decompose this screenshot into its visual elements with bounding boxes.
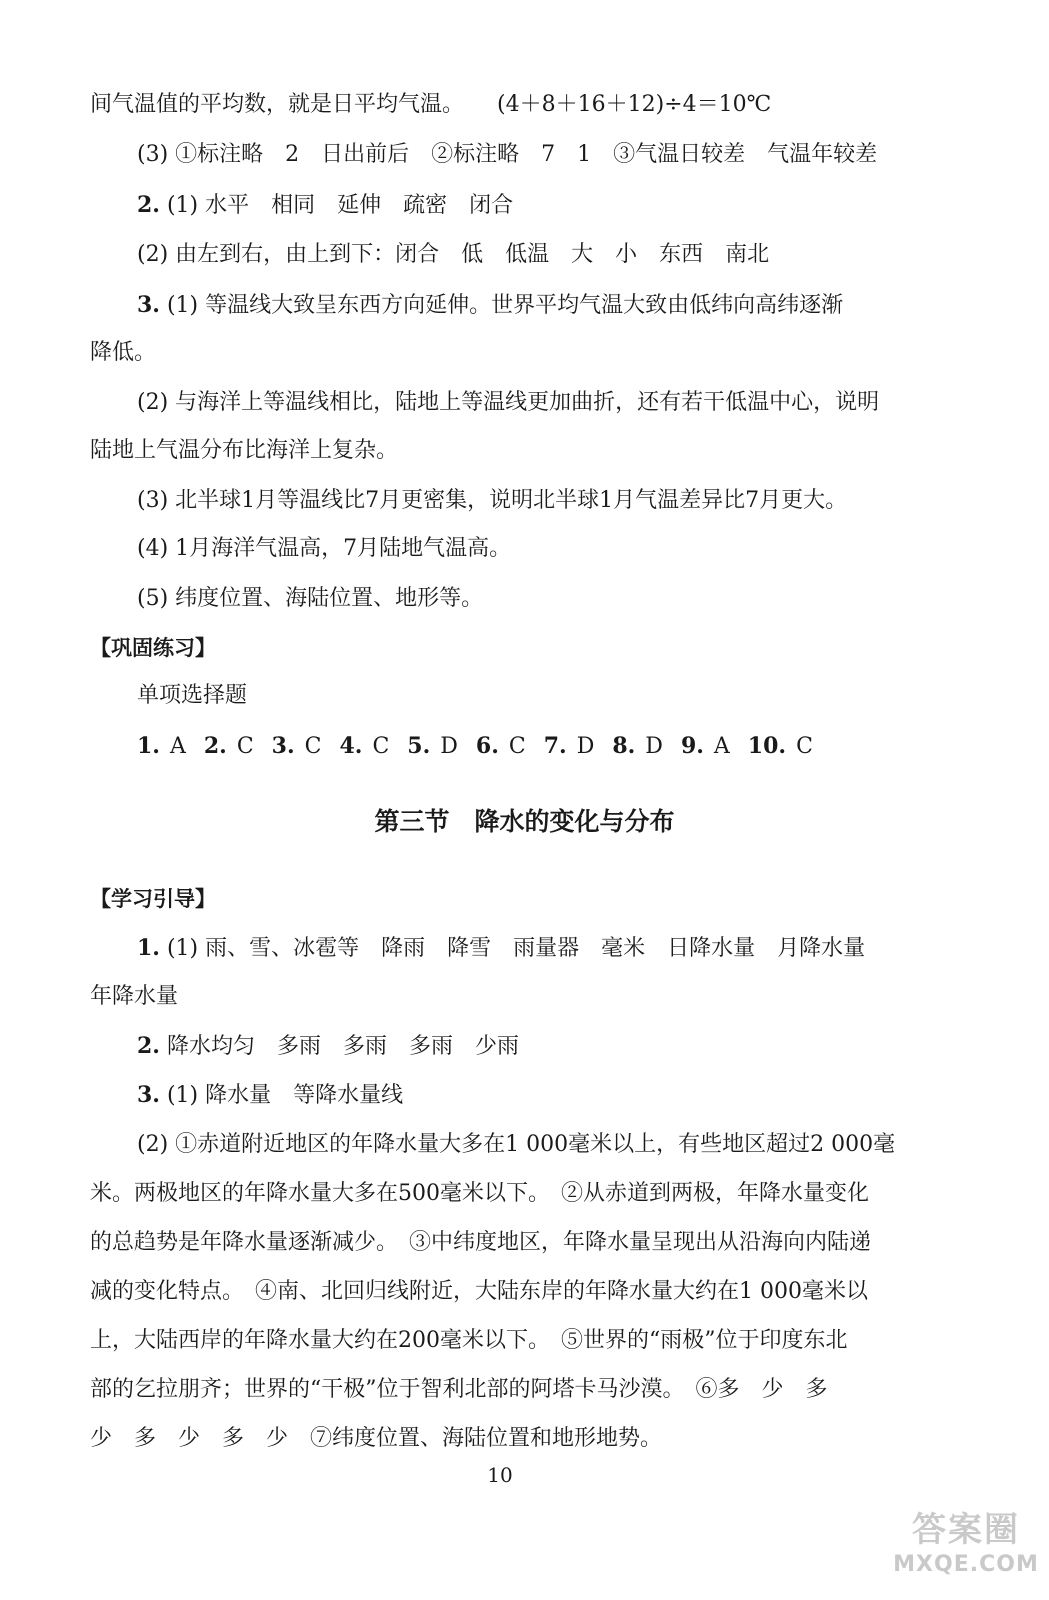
section-tag: 【巩固练习】 (90, 636, 216, 660)
answer-text: (1) 降水量 等降水量线 (159, 1083, 404, 1108)
text-line: (5) 纬度位置、海陆位置、地形等。 (137, 586, 484, 611)
text-line: 陆地上气温分布比海洋上复杂。 (90, 438, 399, 463)
question-number: 2. (137, 192, 160, 218)
answer-list (137, 731, 1007, 762)
watermark-seal: 答案圈 (912, 1510, 1020, 1550)
text-line (137, 290, 1007, 321)
answer-choice: C (508, 734, 526, 759)
question-number: 3. (137, 292, 160, 318)
answer-number: 8. (612, 733, 636, 759)
text-line: 年降水量 (90, 984, 179, 1009)
answer-number: 7. (543, 733, 567, 759)
answer-text: (1) 雨、雪、冰雹等 降雨 降雪 雨量器 毫米 日降水量 月降水量 (159, 936, 866, 961)
text-line (137, 1080, 1007, 1111)
text-line: (3) ①标注略 2 日出前后 ②标注略 7 1 ③气温日较差 气温年较差 (137, 142, 878, 167)
text-line (137, 1031, 1007, 1062)
answer-choice: C (372, 734, 390, 759)
watermark-url: MXQE.COM (893, 1552, 1039, 1577)
question-number: 1. (137, 935, 160, 961)
section-tag: 【学习引导】 (90, 887, 216, 911)
answer-choice: A (169, 734, 186, 759)
question-number: 3. (137, 1082, 160, 1108)
question-number: 2. (137, 1033, 160, 1059)
answer-choice: D (440, 734, 458, 759)
text-line: 单项选择题 (137, 683, 248, 708)
answer-choice: D (645, 734, 663, 759)
answer-choice: C (796, 734, 813, 759)
text-line: (2) ①赤道附近地区的年降水量大多在1 000毫米以上，有些地区超过2 000毫 (137, 1132, 896, 1157)
text-line: (2) 与海洋上等温线相比，陆地上等温线更加曲折，还有若干低温中心，说明 (137, 390, 880, 415)
text-line: 间气温值的平均数，就是日平均气温。 (4＋8＋16＋12)÷4＝10℃ (90, 92, 772, 117)
text-line: 上，大陆西岸的年降水量大约在200毫米以下。 ⑤世界的“雨极”位于印度东北 (90, 1328, 848, 1353)
text-line: (3) 北半球1月等温线比7月更密集，说明北半球1月气温差异比7月更大。 (137, 488, 848, 513)
text-line: 减的变化特点。 ④南、北回归线附近，大陆东岸的年降水量大约在1 000毫米以 (90, 1279, 868, 1304)
answer-choice: D (576, 734, 595, 759)
answer-number: 1. (137, 733, 160, 759)
text-line (137, 933, 1007, 964)
answer-choice: C (304, 734, 322, 759)
text-line: 少 多 少 多 少 ⑦纬度位置、海陆位置和地形地势。 (90, 1426, 663, 1451)
answer-number: 4. (339, 733, 363, 759)
text-line: 米。两极地区的年降水量大多在500毫米以下。 ②从赤道到两极，年降水量变化 (90, 1181, 869, 1206)
text-line: (4) 1月海洋气温高，7月陆地气温高。 (137, 536, 512, 561)
page-number: 10 (487, 1463, 513, 1487)
text-line: 部的乞拉朋齐；世界的“干极”位于智利北部的阿塔卡马沙漠。 ⑥多 少 多 (90, 1377, 828, 1402)
answer-choice: C (236, 734, 254, 759)
answer-number: 10. (747, 733, 787, 759)
answer-text: (1) 等温线大致呈东西方向延伸。世界平均气温大致由低纬向高纬逐渐 (159, 293, 844, 318)
answer-number: 5. (407, 733, 431, 759)
answer-choice: A (713, 734, 730, 759)
watermark-logo (891, 1508, 1041, 1590)
text-line: 的总趋势是年降水量逐渐减少。 ③中纬度地区，年降水量呈现出从沿海向内陆递 (90, 1230, 872, 1255)
section-heading: 第三节 降水的变化与分布 (374, 807, 675, 836)
answer-text: 降水均匀 多雨 多雨 多雨 少雨 (159, 1034, 519, 1059)
text-line: (2) 由左到右，由上到下：闭合 低 低温 大 小 东西 南北 (137, 242, 770, 267)
answer-number: 6. (475, 733, 499, 759)
answer-number: 3. (271, 733, 295, 759)
answer-text: (1) 水平 相同 延伸 疏密 闭合 (159, 193, 514, 218)
text-line (137, 190, 1007, 221)
text-line: 降低。 (90, 340, 157, 365)
answer-number: 2. (203, 733, 227, 759)
answer-number: 9. (680, 733, 704, 759)
